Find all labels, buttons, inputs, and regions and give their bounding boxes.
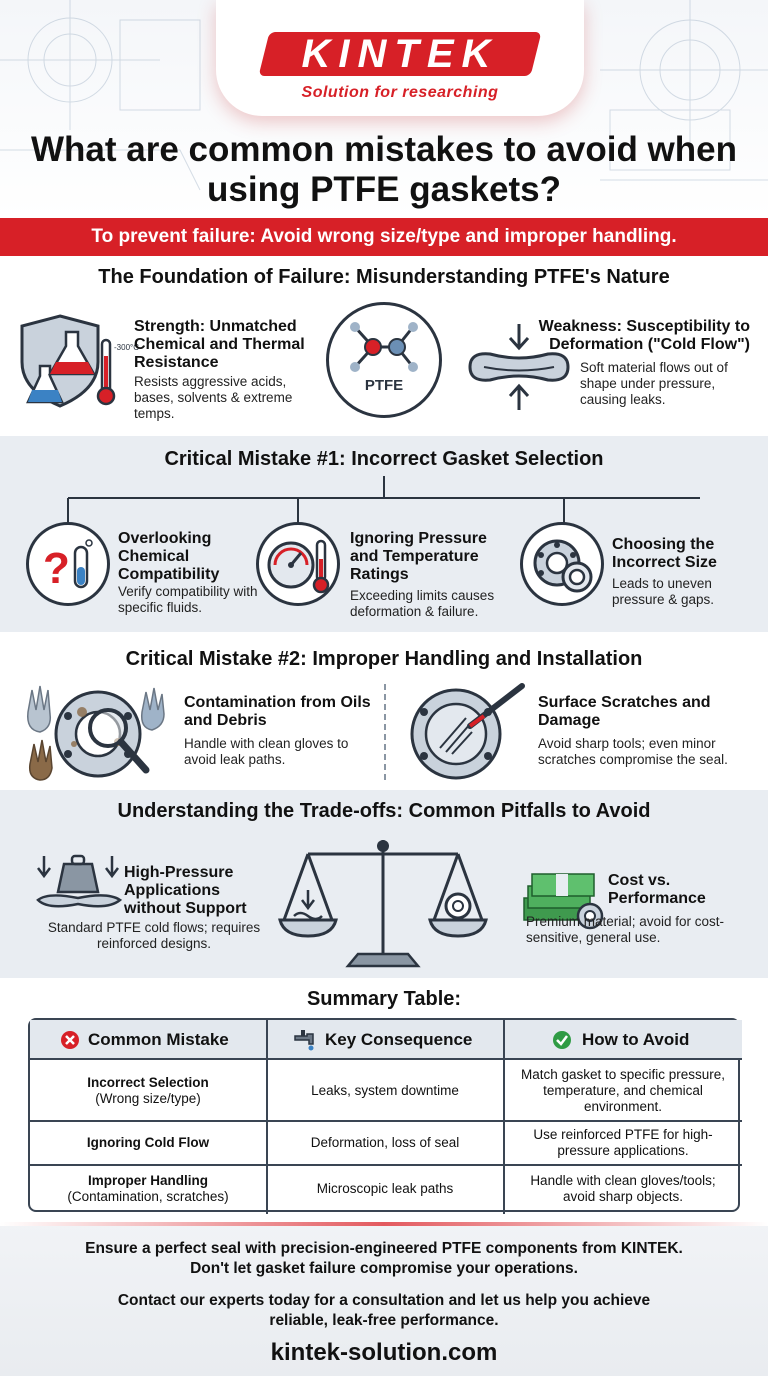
chemical-question-badge [26,522,110,606]
tradeoffs-heading: Understanding the Trade-offs: Common Pitfalls to Avoid [117,800,651,822]
row1-consequence: Leaks, system downtime [311,1083,459,1098]
connector-lines [0,474,768,524]
row1-mistake: Incorrect Selection [87,1075,209,1090]
m2-item1-text: Handle with clean gloves to avoid leak paths. [184,736,349,767]
footer-line1: Ensure a perfect seal with precision-engineered PTFE components from KINTEK. [85,1240,683,1257]
row3-detail: (Contamination, scratches) [67,1188,229,1204]
m1-item2-text: Exceeding limits causes deformation & failure. [350,588,495,619]
footer-line4: reliable, leak-free performance. [269,1312,499,1329]
summary-heading: Summary Table: [306,988,462,1010]
footer-line2: Don't let gasket failure compromise your operations. [190,1260,578,1277]
gasket-rings-icon [531,535,595,597]
check-circle-icon [552,1030,572,1050]
size-badge [520,522,604,606]
balance-scale-icon [278,836,488,970]
weight-icon [34,852,124,912]
pressure-gauge-icon [265,535,333,595]
row3-mistake: Improper Handling [87,1172,208,1188]
tradeoff-left-text: Standard PTFE cold flows; requires reinforced designs. [47,920,261,951]
summary-banner: To prevent failure: Avoid wrong size/type and improper handling. [0,218,768,256]
weakness-text: Soft material flows out of shape under pressure, causing leaks. [580,360,728,407]
foundation-heading: The Foundation of Failure: Misunderstanding PTFE's Nature [98,266,670,288]
foundation-section [0,256,768,436]
footer-accent [0,1222,768,1226]
m1-item1-title: Overlooking Chemical Compatibility [118,530,220,583]
website-link[interactable]: kintek-solution.com [270,1339,498,1366]
row2-consequence: Deformation, loss of seal [310,1134,460,1150]
header [0,0,768,218]
footer [0,1222,768,1376]
molecule-icon [347,319,421,375]
logo-text: KINTEK [301,32,499,76]
mistake2-heading: Critical Mistake #2: Improper Handling and Installation [125,648,643,670]
divider [384,684,386,780]
m2-item1-title: Contamination from Oils and Debris [184,694,371,729]
strength-text: Resists aggressive acids, bases, solvents & extreme temps. [134,374,293,421]
x-circle-icon [60,1030,80,1050]
tradeoffs-section [0,790,768,978]
table-row [30,1062,266,1120]
temp-label: -300°C [114,343,139,352]
row2-avoid: Use reinforced PTFE for high-pressure applications. [533,1126,713,1158]
footer-line3: Contact our experts today for a consultation and let us help you achieve [117,1292,651,1309]
summary-table [28,1018,740,1212]
m1-item1-text: Verify compatibility with specific fluids. [118,584,258,615]
row3-consequence: Microscopic leak paths [316,1180,454,1196]
m1-item3-title: Choosing the Incorrect Size [612,536,717,571]
table-row [30,1165,266,1212]
scratch-icon [404,682,534,782]
contamination-icon [22,682,172,782]
faucet-icon [293,1028,319,1052]
col-header-avoid-label: How to Avoid [582,1030,690,1049]
page-title: What are common mistakes to avoid when using PTFE gaskets? [31,130,737,209]
tradeoff-right-text: Premium material; avoid for cost-sensitive, general use. [526,914,725,945]
col-header-consequence-label: Key Consequence [325,1030,473,1049]
logo-tagline: Solution for researching [301,84,499,101]
row3-avoid: Handle with clean gloves/tools; avoid sharp objects. [530,1172,716,1204]
m2-item2-title: Surface Scratches and Damage [538,694,711,729]
col-header-mistake-label: Common Mistake [88,1030,229,1049]
shield-flask-icon [20,310,139,410]
tradeoff-left-title: High-Pressure Applications without Support [124,864,247,917]
molecule-label: PTFE [364,377,404,394]
col-header-mistake [30,1020,267,1060]
strength-title: Strength: Unmatched Chemical and Thermal Resistance [134,318,305,371]
tradeoff-right-title: Cost vs. Performance [608,872,706,907]
row2-mistake: Ignoring Cold Flow [86,1134,210,1150]
pressure-badge [256,522,340,606]
mistake1-section [0,436,768,632]
svg-text:?: ? [43,544,70,593]
m1-item3-text: Leads to uneven pressure & gaps. [612,576,715,607]
question-test-tube-icon [41,537,97,593]
col-header-avoid [504,1020,742,1060]
weakness-title: Weakness: Susceptibility to Deformation ("Cold Flow") [538,318,750,353]
mistake1-heading: Critical Mistake #1: Incorrect Gasket Selection [164,448,604,470]
logo-card [216,0,584,116]
row1-detail: (Wrong size/type) [95,1091,201,1106]
m2-item2-text: Avoid sharp tools; even minor scratches compromise the seal. [538,736,728,767]
col-header-consequence [267,1020,504,1060]
row1-avoid: Match gasket to specific pressure, temperature, and chemical environment. [520,1067,726,1114]
mistake2-section [0,632,768,790]
summary-section [0,978,768,1222]
ptfe-molecule-badge [326,302,442,418]
m1-item2-title: Ignoring Pressure and Temperature Ratings [350,530,487,583]
